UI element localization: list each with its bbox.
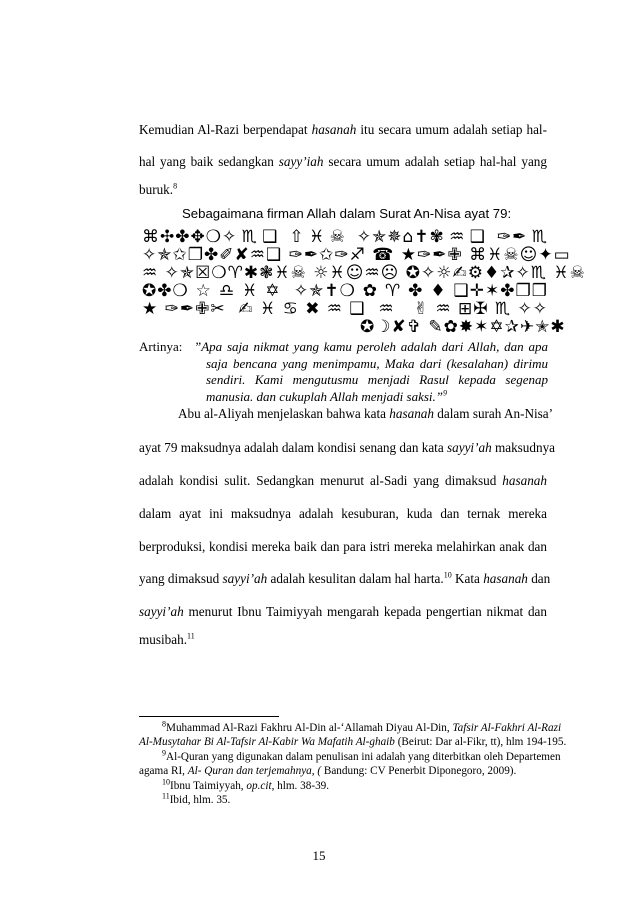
paragraph-2-line-8: musibah.$^{11}$ xyxy=(139,631,195,647)
paragraph-2-line-2: ayat 79 maksudnya adalah dalam kondisi senang dan kata sayyi’ah maksudnya xyxy=(139,440,556,455)
quran-verse-line-1: ⌘✣✤✥❍✧♏❑ ⇧♓☠ ✧✯✵⌂✝✾♒❑ ✑✒♏ xyxy=(142,227,548,247)
footnote-ref-11: 11 xyxy=(187,631,195,641)
footnote-9-line-1: $^9$Al-Quran yang digunakan dalam penulisan ini adalah yang diterbitkan oleh Departemen xyxy=(162,748,561,763)
translation-text: ”Apa saja nikmat yang kamu peroleh adalah dari Allah, dan apa saja bencana yang menimpamu, Maka dari (kesalahan) dirimu sendiri. Kami mengutusmu menjadi Rasul kepada segenap manusia. dan cukuplah Allah menjadi saksi.”$^9$ xyxy=(194,339,548,404)
quran-verse-line-4: ✪✤❍☆♎♓✡ ✧✯✝❍✿♈✤♦❑✛✶✤❐❒ xyxy=(142,281,548,301)
footnote-ref-9: 9 xyxy=(443,388,448,398)
paragraph-2-line-7: sayyi’ah menurut Ibnu Taimiyyah mengarah kepada pengertian nikmat dan xyxy=(139,604,547,619)
footnote-9-line-2: agama RI, Al- Quran dan terjemahnya, ( Bandung: CV Penerbit Diponegoro, 2009). xyxy=(139,765,517,777)
quran-verse-line-3: ♒ ✧✯☒❍♈✱❃♓☠ ☼♓☺♒☹ ✪✧☼✍⚙♦✰✧♏ ♓☠ xyxy=(142,263,586,283)
quran-verse-line-6: ✪☽✘✞ ✎✿✸✶✡✰✈✭✱ xyxy=(360,317,566,337)
footnote-separator xyxy=(139,716,279,717)
footnote-ref-10: 10 xyxy=(443,570,452,580)
paragraph-1-line-1: Kemudian Al-Razi berpendapat hasanah itu secara umum adalah setiap hal- xyxy=(139,122,547,137)
footnote-8-line-2: Al-Musytahar Bi Al-Tafsir Al-Kabir Wa Mafatih Al-ghaib (Beirut: Dar al-Fikr, tt), hlm 194-195. xyxy=(139,736,567,748)
footnote-8-line-1: $^8$Muhammad Al-Razi Fakhru Al-Din al-‘Allamah Diyau Al-Din, Tafsir Al-Fakhri Al-Razi xyxy=(162,719,562,734)
footnote-10: $^{10}$Ibnu Taimiyyah, op.cit, hlm. 38-39. xyxy=(162,777,330,792)
page-number: 15 xyxy=(312,848,326,863)
paragraph-2-line-1: Abu al-Aliyah menjelaskan bahwa kata hasanah dalam surah An-Nisa’ xyxy=(178,406,554,421)
footnote-11: $^{11}$Ibid, hlm. 35. xyxy=(162,791,231,806)
paragraph-2-line-4: dalam ayat ini maksudnya adalah kesuburan, kuda dan ternak mereka xyxy=(139,506,547,521)
quran-intro: Sebagaimana firman Allah dalam Surat An-Nisa ayat 79: xyxy=(182,206,512,221)
footnote-ref-8: 8 xyxy=(173,181,178,191)
quran-verse-line-2: ✧✯✩❐✤✐✘♒❑ ✑✒✩✑♐ ☎ ★✑✒✙ ⌘♓☠☺✦▭ xyxy=(142,245,571,265)
paragraph-1-line-2: hal yang baik sedangkan sayy’iah secara umum adalah setiap hal-hal yang xyxy=(139,154,547,169)
paragraph-1-line-3: buruk.$^8$ xyxy=(139,181,178,197)
quran-verse-line-5: ★✑✒✙✂ ✍♓♋✖♒❑ ♒ ✌♒⊞✠♏✧✧ xyxy=(142,299,548,319)
paragraph-2-line-5: berproduksi, kondisi mereka baik dan para istri mereka melahirkan anak dan xyxy=(139,539,547,554)
translation-label: Artinya: xyxy=(139,339,183,354)
paragraph-2-line-6: yang dimaksud sayyi’ah adalah kesulitan dalam hal harta.$^{10}$ Kata hasanah dan xyxy=(139,570,551,586)
paragraph-2-line-3: adalah kondisi sulit. Sedangkan menurut al-Sadi yang dimaksud hasanah xyxy=(139,473,547,488)
